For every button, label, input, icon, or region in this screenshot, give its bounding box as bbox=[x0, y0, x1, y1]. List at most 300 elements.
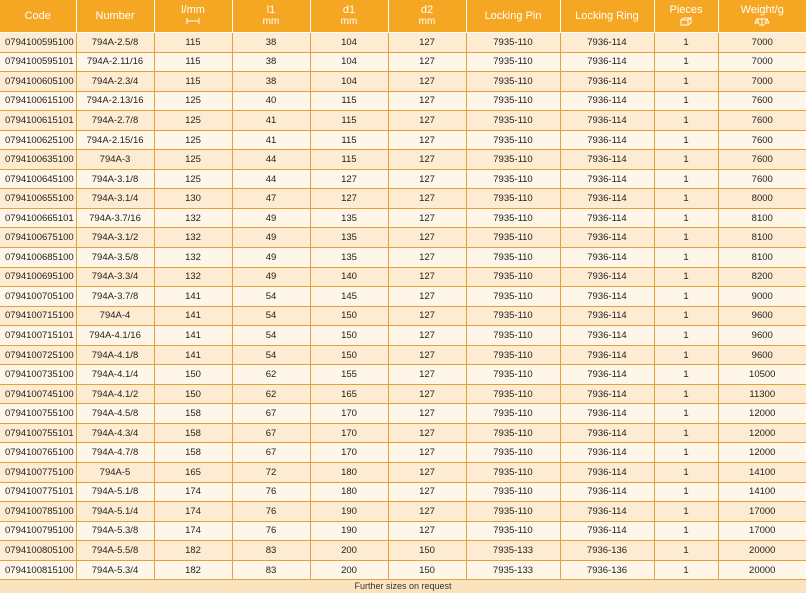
cell-d1: 155 bbox=[310, 365, 388, 385]
cell-d2: 127 bbox=[388, 130, 466, 150]
cell-locking-pin: 7935-110 bbox=[466, 443, 560, 463]
table-row bbox=[0, 482, 806, 502]
col-header-locking-ring bbox=[560, 0, 654, 33]
table-row bbox=[0, 560, 806, 580]
cell-number: 794A-2.3/4 bbox=[76, 72, 154, 92]
cell-d1: 135 bbox=[310, 208, 388, 228]
col-header-d2-label: d2 bbox=[420, 4, 434, 16]
cell-number: 794A-4.5/8 bbox=[76, 404, 154, 424]
cell-locking-ring: 7936-114 bbox=[560, 443, 654, 463]
cell-l1: 67 bbox=[232, 443, 310, 463]
cell-l1: 49 bbox=[232, 267, 310, 287]
cell-d1: 200 bbox=[310, 560, 388, 580]
cell-code: 0794100755100 bbox=[0, 404, 76, 424]
cell-d2: 127 bbox=[388, 52, 466, 72]
cell-d2: 127 bbox=[388, 111, 466, 131]
cell-d2: 127 bbox=[388, 287, 466, 307]
cell-locking-ring: 7936-136 bbox=[560, 541, 654, 561]
cell-weight: 17000 bbox=[718, 502, 806, 522]
cell-locking-pin: 7935-110 bbox=[466, 189, 560, 209]
cell-weight: 7600 bbox=[718, 130, 806, 150]
cell-d1: 145 bbox=[310, 287, 388, 307]
cell-d1: 115 bbox=[310, 130, 388, 150]
cell-pieces: 1 bbox=[654, 248, 718, 268]
cell-locking-pin: 7935-110 bbox=[466, 384, 560, 404]
box-icon bbox=[655, 17, 718, 27]
cell-d1: 200 bbox=[310, 541, 388, 561]
cell-locking-ring: 7936-114 bbox=[560, 287, 654, 307]
cell-locking-pin: 7935-110 bbox=[466, 248, 560, 268]
cell-d1: 135 bbox=[310, 228, 388, 248]
cell-l: 165 bbox=[154, 463, 232, 483]
cell-l1: 38 bbox=[232, 72, 310, 92]
cell-d2: 127 bbox=[388, 33, 466, 53]
cell-l1: 54 bbox=[232, 287, 310, 307]
cell-pieces: 1 bbox=[654, 560, 718, 580]
cell-number: 794A-3.5/8 bbox=[76, 248, 154, 268]
cell-number: 794A-3.7/8 bbox=[76, 287, 154, 307]
table-row bbox=[0, 365, 806, 385]
cell-locking-ring: 7936-114 bbox=[560, 267, 654, 287]
cell-d2: 127 bbox=[388, 345, 466, 365]
cell-d1: 140 bbox=[310, 267, 388, 287]
cell-l: 158 bbox=[154, 443, 232, 463]
cell-weight: 8100 bbox=[718, 208, 806, 228]
cell-weight: 8100 bbox=[718, 228, 806, 248]
col-header-l1-label: l1 bbox=[266, 4, 276, 16]
cell-l: 150 bbox=[154, 384, 232, 404]
cell-d1: 104 bbox=[310, 52, 388, 72]
cell-d2: 127 bbox=[388, 384, 466, 404]
cell-code: 0794100705100 bbox=[0, 287, 76, 307]
cell-code: 0794100805100 bbox=[0, 541, 76, 561]
cell-number: 794A-4.1/8 bbox=[76, 345, 154, 365]
cell-l: 125 bbox=[154, 150, 232, 170]
cell-locking-pin: 7935-110 bbox=[466, 326, 560, 346]
cell-locking-ring: 7936-114 bbox=[560, 111, 654, 131]
col-header-weight bbox=[718, 0, 806, 33]
cell-d1: 150 bbox=[310, 326, 388, 346]
table-row bbox=[0, 404, 806, 424]
col-header-d1 bbox=[310, 0, 388, 33]
cell-d2: 127 bbox=[388, 189, 466, 209]
table-row bbox=[0, 169, 806, 189]
cell-pieces: 1 bbox=[654, 150, 718, 170]
cell-d2: 127 bbox=[388, 521, 466, 541]
cell-l1: 54 bbox=[232, 326, 310, 346]
table-row bbox=[0, 130, 806, 150]
cell-d2: 127 bbox=[388, 228, 466, 248]
cell-d2: 150 bbox=[388, 541, 466, 561]
cell-l: 174 bbox=[154, 502, 232, 522]
cell-l: 158 bbox=[154, 423, 232, 443]
cell-locking-pin: 7935-110 bbox=[466, 111, 560, 131]
cell-pieces: 1 bbox=[654, 52, 718, 72]
col-header-weight-label: Weight/g bbox=[740, 3, 784, 16]
col-header-locking-pin-label: Locking Pin bbox=[484, 9, 542, 22]
cell-locking-ring: 7936-114 bbox=[560, 248, 654, 268]
cell-d2: 127 bbox=[388, 463, 466, 483]
cell-d2: 127 bbox=[388, 404, 466, 424]
cell-weight: 10500 bbox=[718, 365, 806, 385]
cell-weight: 7000 bbox=[718, 72, 806, 92]
cell-d1: 190 bbox=[310, 502, 388, 522]
cell-weight: 7600 bbox=[718, 169, 806, 189]
cell-code: 0794100745100 bbox=[0, 384, 76, 404]
header-row bbox=[0, 0, 806, 33]
cell-number: 794A-3.7/16 bbox=[76, 208, 154, 228]
cell-l: 158 bbox=[154, 404, 232, 424]
cell-locking-pin: 7935-110 bbox=[466, 482, 560, 502]
cell-pieces: 1 bbox=[654, 326, 718, 346]
cell-weight: 7600 bbox=[718, 91, 806, 111]
cell-number: 794A-2.5/8 bbox=[76, 33, 154, 53]
col-header-pieces-label: Pieces bbox=[669, 3, 703, 16]
cell-locking-ring: 7936-114 bbox=[560, 521, 654, 541]
cell-d1: 170 bbox=[310, 443, 388, 463]
cell-locking-ring: 7936-136 bbox=[560, 560, 654, 580]
cell-locking-pin: 7935-110 bbox=[466, 365, 560, 385]
cell-pieces: 1 bbox=[654, 169, 718, 189]
cell-weight: 20000 bbox=[718, 541, 806, 561]
cell-locking-ring: 7936-114 bbox=[560, 52, 654, 72]
cell-l: 174 bbox=[154, 521, 232, 541]
cell-code: 0794100765100 bbox=[0, 443, 76, 463]
cell-number: 794A-4 bbox=[76, 306, 154, 326]
cell-locking-pin: 7935-110 bbox=[466, 33, 560, 53]
cell-pieces: 1 bbox=[654, 189, 718, 209]
cell-l: 132 bbox=[154, 208, 232, 228]
cell-locking-ring: 7936-114 bbox=[560, 189, 654, 209]
cell-pieces: 1 bbox=[654, 521, 718, 541]
cell-l1: 83 bbox=[232, 560, 310, 580]
cell-weight: 7600 bbox=[718, 150, 806, 170]
cell-weight: 9600 bbox=[718, 306, 806, 326]
cell-l1: 54 bbox=[232, 306, 310, 326]
cell-locking-pin: 7935-133 bbox=[466, 560, 560, 580]
cell-number: 794A-2.11/16 bbox=[76, 52, 154, 72]
cell-locking-pin: 7935-110 bbox=[466, 150, 560, 170]
cell-code: 0794100755101 bbox=[0, 423, 76, 443]
cell-number: 794A-3.3/4 bbox=[76, 267, 154, 287]
col-header-d1-label: d1 bbox=[342, 4, 356, 16]
table-row bbox=[0, 521, 806, 541]
cell-locking-pin: 7935-110 bbox=[466, 306, 560, 326]
table-row bbox=[0, 384, 806, 404]
cell-locking-ring: 7936-114 bbox=[560, 404, 654, 424]
cell-number: 794A-5.1/8 bbox=[76, 482, 154, 502]
cell-number: 794A-5.3/8 bbox=[76, 521, 154, 541]
cell-weight: 12000 bbox=[718, 423, 806, 443]
cell-d1: 180 bbox=[310, 482, 388, 502]
cell-pieces: 1 bbox=[654, 443, 718, 463]
footnote: Further sizes on request bbox=[0, 580, 806, 593]
cell-number: 794A-5.5/8 bbox=[76, 541, 154, 561]
table-row bbox=[0, 287, 806, 307]
table-row bbox=[0, 423, 806, 443]
col-header-l1-unit: mm bbox=[262, 16, 280, 27]
table-row bbox=[0, 189, 806, 209]
cell-pieces: 1 bbox=[654, 463, 718, 483]
cell-weight: 12000 bbox=[718, 443, 806, 463]
cell-pieces: 1 bbox=[654, 384, 718, 404]
cell-d2: 127 bbox=[388, 502, 466, 522]
cell-d2: 127 bbox=[388, 72, 466, 92]
col-header-pieces bbox=[654, 0, 718, 33]
table-row bbox=[0, 111, 806, 131]
cell-l: 125 bbox=[154, 91, 232, 111]
cell-d1: 104 bbox=[310, 33, 388, 53]
cell-d2: 127 bbox=[388, 169, 466, 189]
cell-number: 794A-4.1/4 bbox=[76, 365, 154, 385]
cell-l: 182 bbox=[154, 541, 232, 561]
cell-pieces: 1 bbox=[654, 502, 718, 522]
col-header-locking-ring-label: Locking Ring bbox=[575, 9, 639, 22]
cell-pieces: 1 bbox=[654, 33, 718, 53]
cell-l1: 83 bbox=[232, 541, 310, 561]
cell-d2: 127 bbox=[388, 365, 466, 385]
table-row bbox=[0, 208, 806, 228]
cell-weight: 7000 bbox=[718, 33, 806, 53]
cell-l: 141 bbox=[154, 326, 232, 346]
table-row bbox=[0, 502, 806, 522]
cell-l: 132 bbox=[154, 228, 232, 248]
cell-number: 794A-2.15/16 bbox=[76, 130, 154, 150]
cell-l: 115 bbox=[154, 72, 232, 92]
cell-l: 182 bbox=[154, 560, 232, 580]
cell-locking-ring: 7936-114 bbox=[560, 130, 654, 150]
table-header bbox=[0, 0, 806, 33]
cell-d1: 165 bbox=[310, 384, 388, 404]
cell-pieces: 1 bbox=[654, 287, 718, 307]
cell-locking-ring: 7936-114 bbox=[560, 502, 654, 522]
cell-l: 141 bbox=[154, 345, 232, 365]
cell-l: 132 bbox=[154, 267, 232, 287]
cell-code: 0794100615100 bbox=[0, 91, 76, 111]
cell-locking-pin: 7935-110 bbox=[466, 345, 560, 365]
cell-locking-ring: 7936-114 bbox=[560, 306, 654, 326]
cell-d2: 127 bbox=[388, 208, 466, 228]
cell-pieces: 1 bbox=[654, 541, 718, 561]
cell-locking-pin: 7935-110 bbox=[466, 463, 560, 483]
cell-d1: 115 bbox=[310, 150, 388, 170]
cell-l: 125 bbox=[154, 111, 232, 131]
cell-weight: 11300 bbox=[718, 384, 806, 404]
cell-d1: 127 bbox=[310, 189, 388, 209]
cell-number: 794A-3.1/4 bbox=[76, 189, 154, 209]
cell-weight: 7600 bbox=[718, 111, 806, 131]
table-row bbox=[0, 52, 806, 72]
cell-number: 794A-3.1/2 bbox=[76, 228, 154, 248]
cell-l1: 49 bbox=[232, 248, 310, 268]
cell-locking-ring: 7936-114 bbox=[560, 365, 654, 385]
scale-icon bbox=[719, 17, 807, 27]
cell-code: 0794100635100 bbox=[0, 150, 76, 170]
cell-locking-pin: 7935-110 bbox=[466, 169, 560, 189]
cell-d1: 115 bbox=[310, 111, 388, 131]
cell-l: 141 bbox=[154, 306, 232, 326]
col-header-number bbox=[76, 0, 154, 33]
cell-l1: 62 bbox=[232, 365, 310, 385]
cell-code: 0794100695100 bbox=[0, 267, 76, 287]
cell-pieces: 1 bbox=[654, 72, 718, 92]
table-row bbox=[0, 345, 806, 365]
cell-locking-pin: 7935-110 bbox=[466, 130, 560, 150]
cell-l: 115 bbox=[154, 52, 232, 72]
cell-d2: 127 bbox=[388, 443, 466, 463]
cell-d2: 127 bbox=[388, 482, 466, 502]
cell-code: 0794100605100 bbox=[0, 72, 76, 92]
cell-locking-pin: 7935-110 bbox=[466, 52, 560, 72]
table-row bbox=[0, 463, 806, 483]
cell-pieces: 1 bbox=[654, 365, 718, 385]
cell-d2: 127 bbox=[388, 326, 466, 346]
cell-d2: 127 bbox=[388, 267, 466, 287]
cell-locking-ring: 7936-114 bbox=[560, 326, 654, 346]
cell-number: 794A-5.3/4 bbox=[76, 560, 154, 580]
cell-l1: 47 bbox=[232, 189, 310, 209]
cell-weight: 9000 bbox=[718, 287, 806, 307]
cell-l1: 44 bbox=[232, 150, 310, 170]
cell-l: 141 bbox=[154, 287, 232, 307]
cell-d2: 150 bbox=[388, 560, 466, 580]
cell-pieces: 1 bbox=[654, 482, 718, 502]
cell-d1: 115 bbox=[310, 91, 388, 111]
col-header-d2-unit: mm bbox=[418, 16, 436, 27]
cell-code: 0794100625100 bbox=[0, 130, 76, 150]
cell-code: 0794100645100 bbox=[0, 169, 76, 189]
cell-locking-pin: 7935-110 bbox=[466, 404, 560, 424]
cell-locking-ring: 7936-114 bbox=[560, 384, 654, 404]
cell-code: 0794100685100 bbox=[0, 248, 76, 268]
col-header-d2 bbox=[388, 0, 466, 33]
cell-locking-ring: 7936-114 bbox=[560, 72, 654, 92]
cell-code: 0794100595100 bbox=[0, 33, 76, 53]
cell-l1: 54 bbox=[232, 345, 310, 365]
cell-locking-ring: 7936-114 bbox=[560, 345, 654, 365]
cell-code: 0794100795100 bbox=[0, 521, 76, 541]
cell-d2: 127 bbox=[388, 423, 466, 443]
cell-l1: 44 bbox=[232, 169, 310, 189]
cell-locking-pin: 7935-110 bbox=[466, 208, 560, 228]
cell-l1: 40 bbox=[232, 91, 310, 111]
cell-weight: 8200 bbox=[718, 267, 806, 287]
cell-l1: 67 bbox=[232, 404, 310, 424]
cell-l1: 62 bbox=[232, 384, 310, 404]
cell-weight: 9600 bbox=[718, 345, 806, 365]
cell-locking-pin: 7935-110 bbox=[466, 502, 560, 522]
cell-d1: 104 bbox=[310, 72, 388, 92]
cell-d2: 127 bbox=[388, 91, 466, 111]
cell-number: 794A-4.7/8 bbox=[76, 443, 154, 463]
cell-l1: 41 bbox=[232, 111, 310, 131]
col-header-l1 bbox=[232, 0, 310, 33]
cell-locking-pin: 7935-110 bbox=[466, 423, 560, 443]
cell-l: 132 bbox=[154, 248, 232, 268]
table-row bbox=[0, 91, 806, 111]
table-row bbox=[0, 443, 806, 463]
cell-weight: 17000 bbox=[718, 521, 806, 541]
cell-d2: 127 bbox=[388, 306, 466, 326]
cell-d1: 170 bbox=[310, 404, 388, 424]
cell-number: 794A-2.7/8 bbox=[76, 111, 154, 131]
col-header-length bbox=[154, 0, 232, 33]
cell-code: 0794100715100 bbox=[0, 306, 76, 326]
table-row bbox=[0, 72, 806, 92]
cell-locking-pin: 7935-110 bbox=[466, 228, 560, 248]
cell-weight: 9600 bbox=[718, 326, 806, 346]
cell-l1: 49 bbox=[232, 208, 310, 228]
cell-pieces: 1 bbox=[654, 345, 718, 365]
cell-code: 0794100775101 bbox=[0, 482, 76, 502]
cell-d1: 180 bbox=[310, 463, 388, 483]
table-row bbox=[0, 228, 806, 248]
cell-pieces: 1 bbox=[654, 111, 718, 131]
cell-locking-ring: 7936-114 bbox=[560, 169, 654, 189]
cell-code: 0794100615101 bbox=[0, 111, 76, 131]
col-header-d1-unit: mm bbox=[340, 16, 358, 27]
col-header-code-label: Code bbox=[24, 9, 51, 22]
cell-l1: 76 bbox=[232, 482, 310, 502]
cell-d1: 135 bbox=[310, 248, 388, 268]
cell-weight: 12000 bbox=[718, 404, 806, 424]
cell-d1: 150 bbox=[310, 345, 388, 365]
cell-number: 794A-5.1/4 bbox=[76, 502, 154, 522]
cell-locking-ring: 7936-114 bbox=[560, 150, 654, 170]
cell-code: 0794100725100 bbox=[0, 345, 76, 365]
cell-code: 0794100665101 bbox=[0, 208, 76, 228]
cell-locking-pin: 7935-110 bbox=[466, 91, 560, 111]
cell-d2: 127 bbox=[388, 248, 466, 268]
cell-pieces: 1 bbox=[654, 130, 718, 150]
cell-pieces: 1 bbox=[654, 208, 718, 228]
cell-weight: 14100 bbox=[718, 482, 806, 502]
cell-number: 794A-5 bbox=[76, 463, 154, 483]
cell-pieces: 1 bbox=[654, 423, 718, 443]
cell-l1: 38 bbox=[232, 33, 310, 53]
col-header-number-label: Number bbox=[95, 9, 135, 22]
cell-pieces: 1 bbox=[654, 306, 718, 326]
cell-l1: 41 bbox=[232, 130, 310, 150]
cell-code: 0794100815100 bbox=[0, 560, 76, 580]
cell-number: 794A-2.13/16 bbox=[76, 91, 154, 111]
cell-locking-pin: 7935-110 bbox=[466, 521, 560, 541]
length-icon bbox=[155, 17, 232, 27]
cell-pieces: 1 bbox=[654, 228, 718, 248]
cell-l1: 76 bbox=[232, 521, 310, 541]
cell-number: 794A-4.1/2 bbox=[76, 384, 154, 404]
cell-code: 0794100775100 bbox=[0, 463, 76, 483]
cell-l: 125 bbox=[154, 169, 232, 189]
cell-locking-pin: 7935-110 bbox=[466, 287, 560, 307]
cell-locking-ring: 7936-114 bbox=[560, 208, 654, 228]
cell-code: 0794100675100 bbox=[0, 228, 76, 248]
table-row bbox=[0, 326, 806, 346]
cell-locking-ring: 7936-114 bbox=[560, 228, 654, 248]
cell-locking-pin: 7935-110 bbox=[466, 72, 560, 92]
cell-weight: 14100 bbox=[718, 463, 806, 483]
cell-locking-ring: 7936-114 bbox=[560, 482, 654, 502]
cell-number: 794A-4.3/4 bbox=[76, 423, 154, 443]
table-row bbox=[0, 306, 806, 326]
table-row bbox=[0, 267, 806, 287]
cell-l1: 49 bbox=[232, 228, 310, 248]
cell-number: 794A-4.1/16 bbox=[76, 326, 154, 346]
cell-l1: 76 bbox=[232, 502, 310, 522]
cell-l: 130 bbox=[154, 189, 232, 209]
cell-weight: 20000 bbox=[718, 560, 806, 580]
cell-locking-ring: 7936-114 bbox=[560, 423, 654, 443]
